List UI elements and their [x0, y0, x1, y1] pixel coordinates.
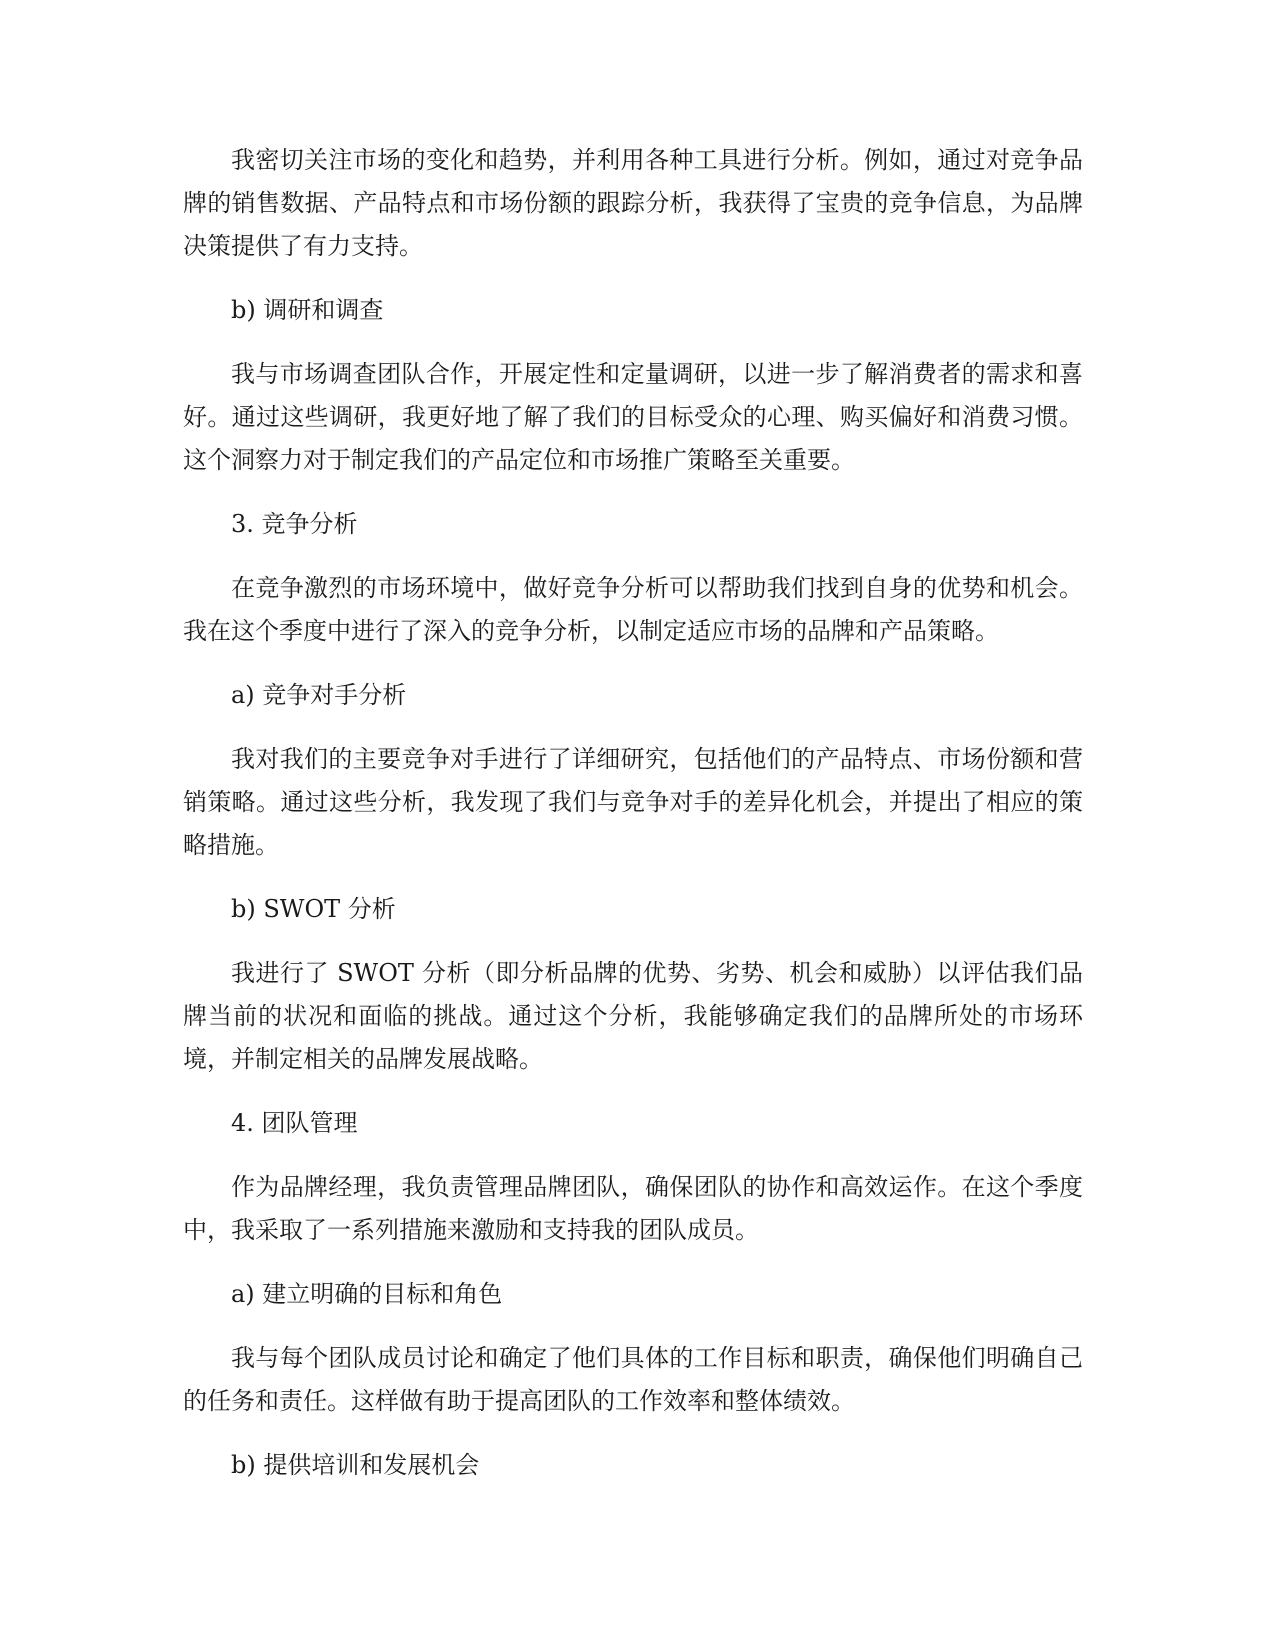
paragraph-research: 我与市场调查团队合作，开展定性和定量调研，以进一步了解消费者的需求和喜好。通过这些调研，我更好地了解了我们的目标受众的心理、购买偏好和消费习惯。这个洞察力对于制定我们的产品定位和市场推广策略至关重要。	[183, 360, 1083, 474]
section-heading-competition: 3. 竞争分析	[231, 510, 358, 538]
document-body	[183, 139, 1083, 1508]
paragraph-competitor-analysis: 我对我们的主要竞争对手进行了详细研究，包括他们的产品特点、市场份额和营销策略。通过这些分析，我发现了我们与竞争对手的差异化机会，并提出了相应的策略措施。	[183, 745, 1083, 859]
subheading-competitor-analysis: a) 竞争对手分析	[231, 681, 407, 709]
subheading-swot: b) SWOT 分析	[231, 895, 396, 923]
paragraph-team-intro: 作为品牌经理，我负责管理品牌团队，确保团队的协作和高效运作。在这个季度中，我采取了一系列措施来激励和支持我的团队成员。	[183, 1173, 1083, 1244]
paragraph-market-tracking: 我密切关注市场的变化和趋势，并利用各种工具进行分析。例如，通过对竞争品牌的销售数据、产品特点和市场份额的跟踪分析，我获得了宝贵的竞争信息，为品牌决策提供了有力支持。	[183, 146, 1083, 260]
subheading-goals-roles: a) 建立明确的目标和角色	[231, 1280, 503, 1308]
paragraph-competition-intro: 在竞争激烈的市场环境中，做好竞争分析可以帮助我们找到自身的优势和机会。我在这个季度中进行了深入的竞争分析，以制定适应市场的品牌和产品策略。	[183, 574, 1083, 645]
paragraph-goals-roles: 我与每个团队成员讨论和确定了他们具体的工作目标和职责，确保他们明确自己的任务和责任。这样做有助于提高团队的工作效率和整体绩效。	[183, 1344, 1083, 1415]
paragraph-swot: 我进行了 SWOT 分析（即分析品牌的优势、劣势、机会和威胁）以评估我们品牌当前的状况和面临的挑战。通过这个分析，我能够确定我们的品牌所处的市场环境，并制定相关的品牌发展战略。	[183, 959, 1083, 1073]
subheading-training: b) 提供培训和发展机会	[231, 1451, 480, 1479]
section-heading-team: 4. 团队管理	[231, 1109, 358, 1137]
subheading-research: b) 调研和调查	[231, 296, 384, 324]
